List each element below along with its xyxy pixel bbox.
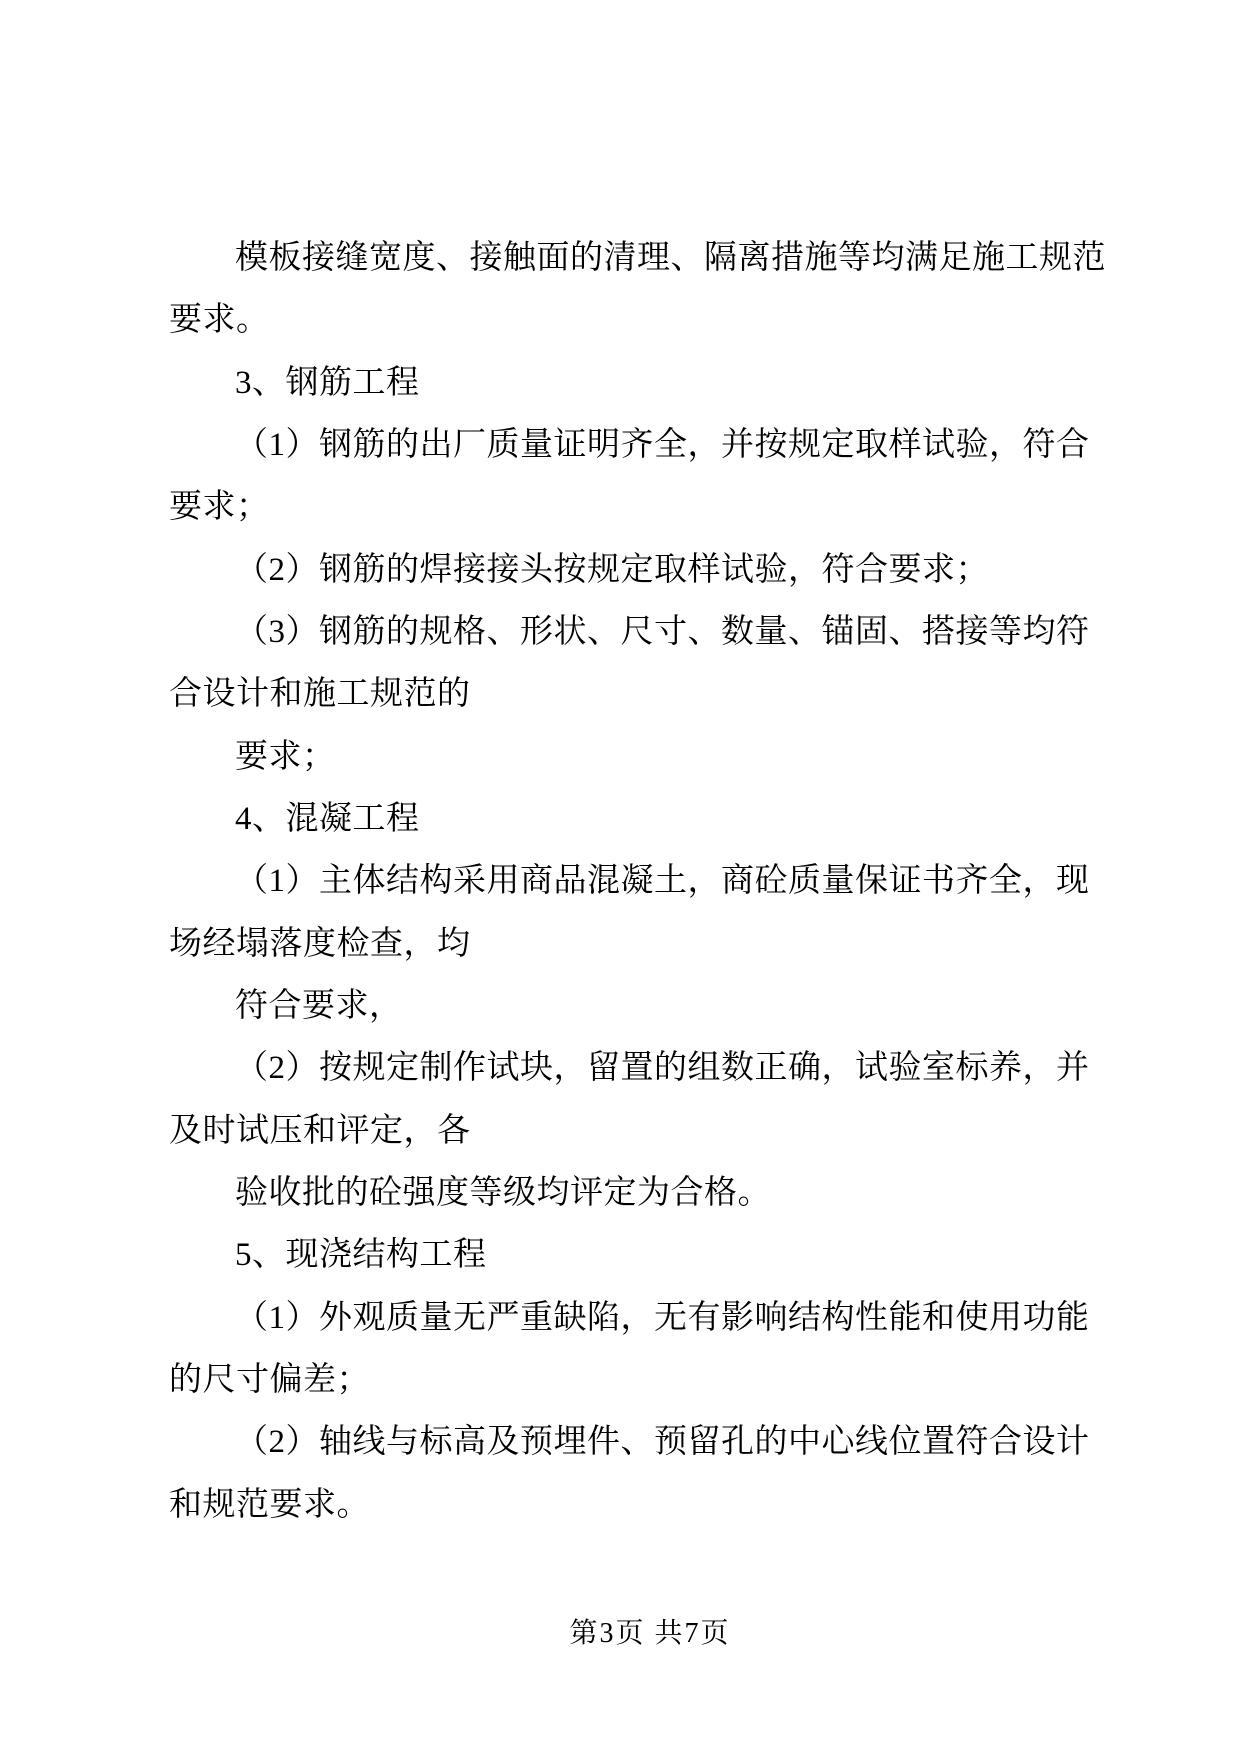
text-line: 和规范要求。 xyxy=(169,1486,370,1523)
text-line: （2）轴线与标高及预埋件、预留孔的中心线位置符合设计 xyxy=(235,1424,1090,1461)
text-line: （1）钢筋的出厂质量证明齐全，并按规定取样试验，符合 xyxy=(235,426,1090,463)
text-line-heading-5: 5、现浇结构工程 xyxy=(235,1237,487,1274)
text-line: 符合要求， xyxy=(235,987,403,1024)
text-line: （1）外观质量无严重缺陷，无有影响结构性能和使用功能 xyxy=(235,1299,1090,1336)
text-line: 及时试压和评定，各 xyxy=(169,1112,471,1149)
text-line: （1）主体结构采用商品混凝土，商砼质量保证书齐全，现 xyxy=(235,863,1090,900)
text-line: 场经塌落度检查，均 xyxy=(169,925,471,962)
text-line: 要求。 xyxy=(169,302,270,339)
document-body xyxy=(169,227,1106,1536)
text-line: 合设计和施工规范的 xyxy=(169,676,471,713)
text-line: 验收批的砼强度等级均评定为合格。 xyxy=(235,1174,771,1211)
text-line-heading-3: 3、钢筋工程 xyxy=(235,364,420,401)
text-line: （2）钢筋的焊接接头按规定取样试验，符合要求； xyxy=(235,551,989,588)
text-line: 要求； xyxy=(235,738,336,775)
text-line: （3）钢筋的规格、形状、尺寸、数量、锚固、搭接等均符 xyxy=(235,613,1090,650)
page-number-footer: 第3页 共7页 xyxy=(569,1618,731,1649)
text-line-heading-4: 4、混凝工程 xyxy=(235,800,420,837)
text-line: 的尺寸偏差； xyxy=(169,1361,370,1398)
text-line: （2）按规定制作试块，留置的组数正确，试验室标养，并 xyxy=(235,1050,1090,1087)
text-line: 模板接缝宽度、接触面的清理、隔离措施等均满足施工规范 xyxy=(235,240,1106,276)
text-line: 要求； xyxy=(169,489,270,526)
